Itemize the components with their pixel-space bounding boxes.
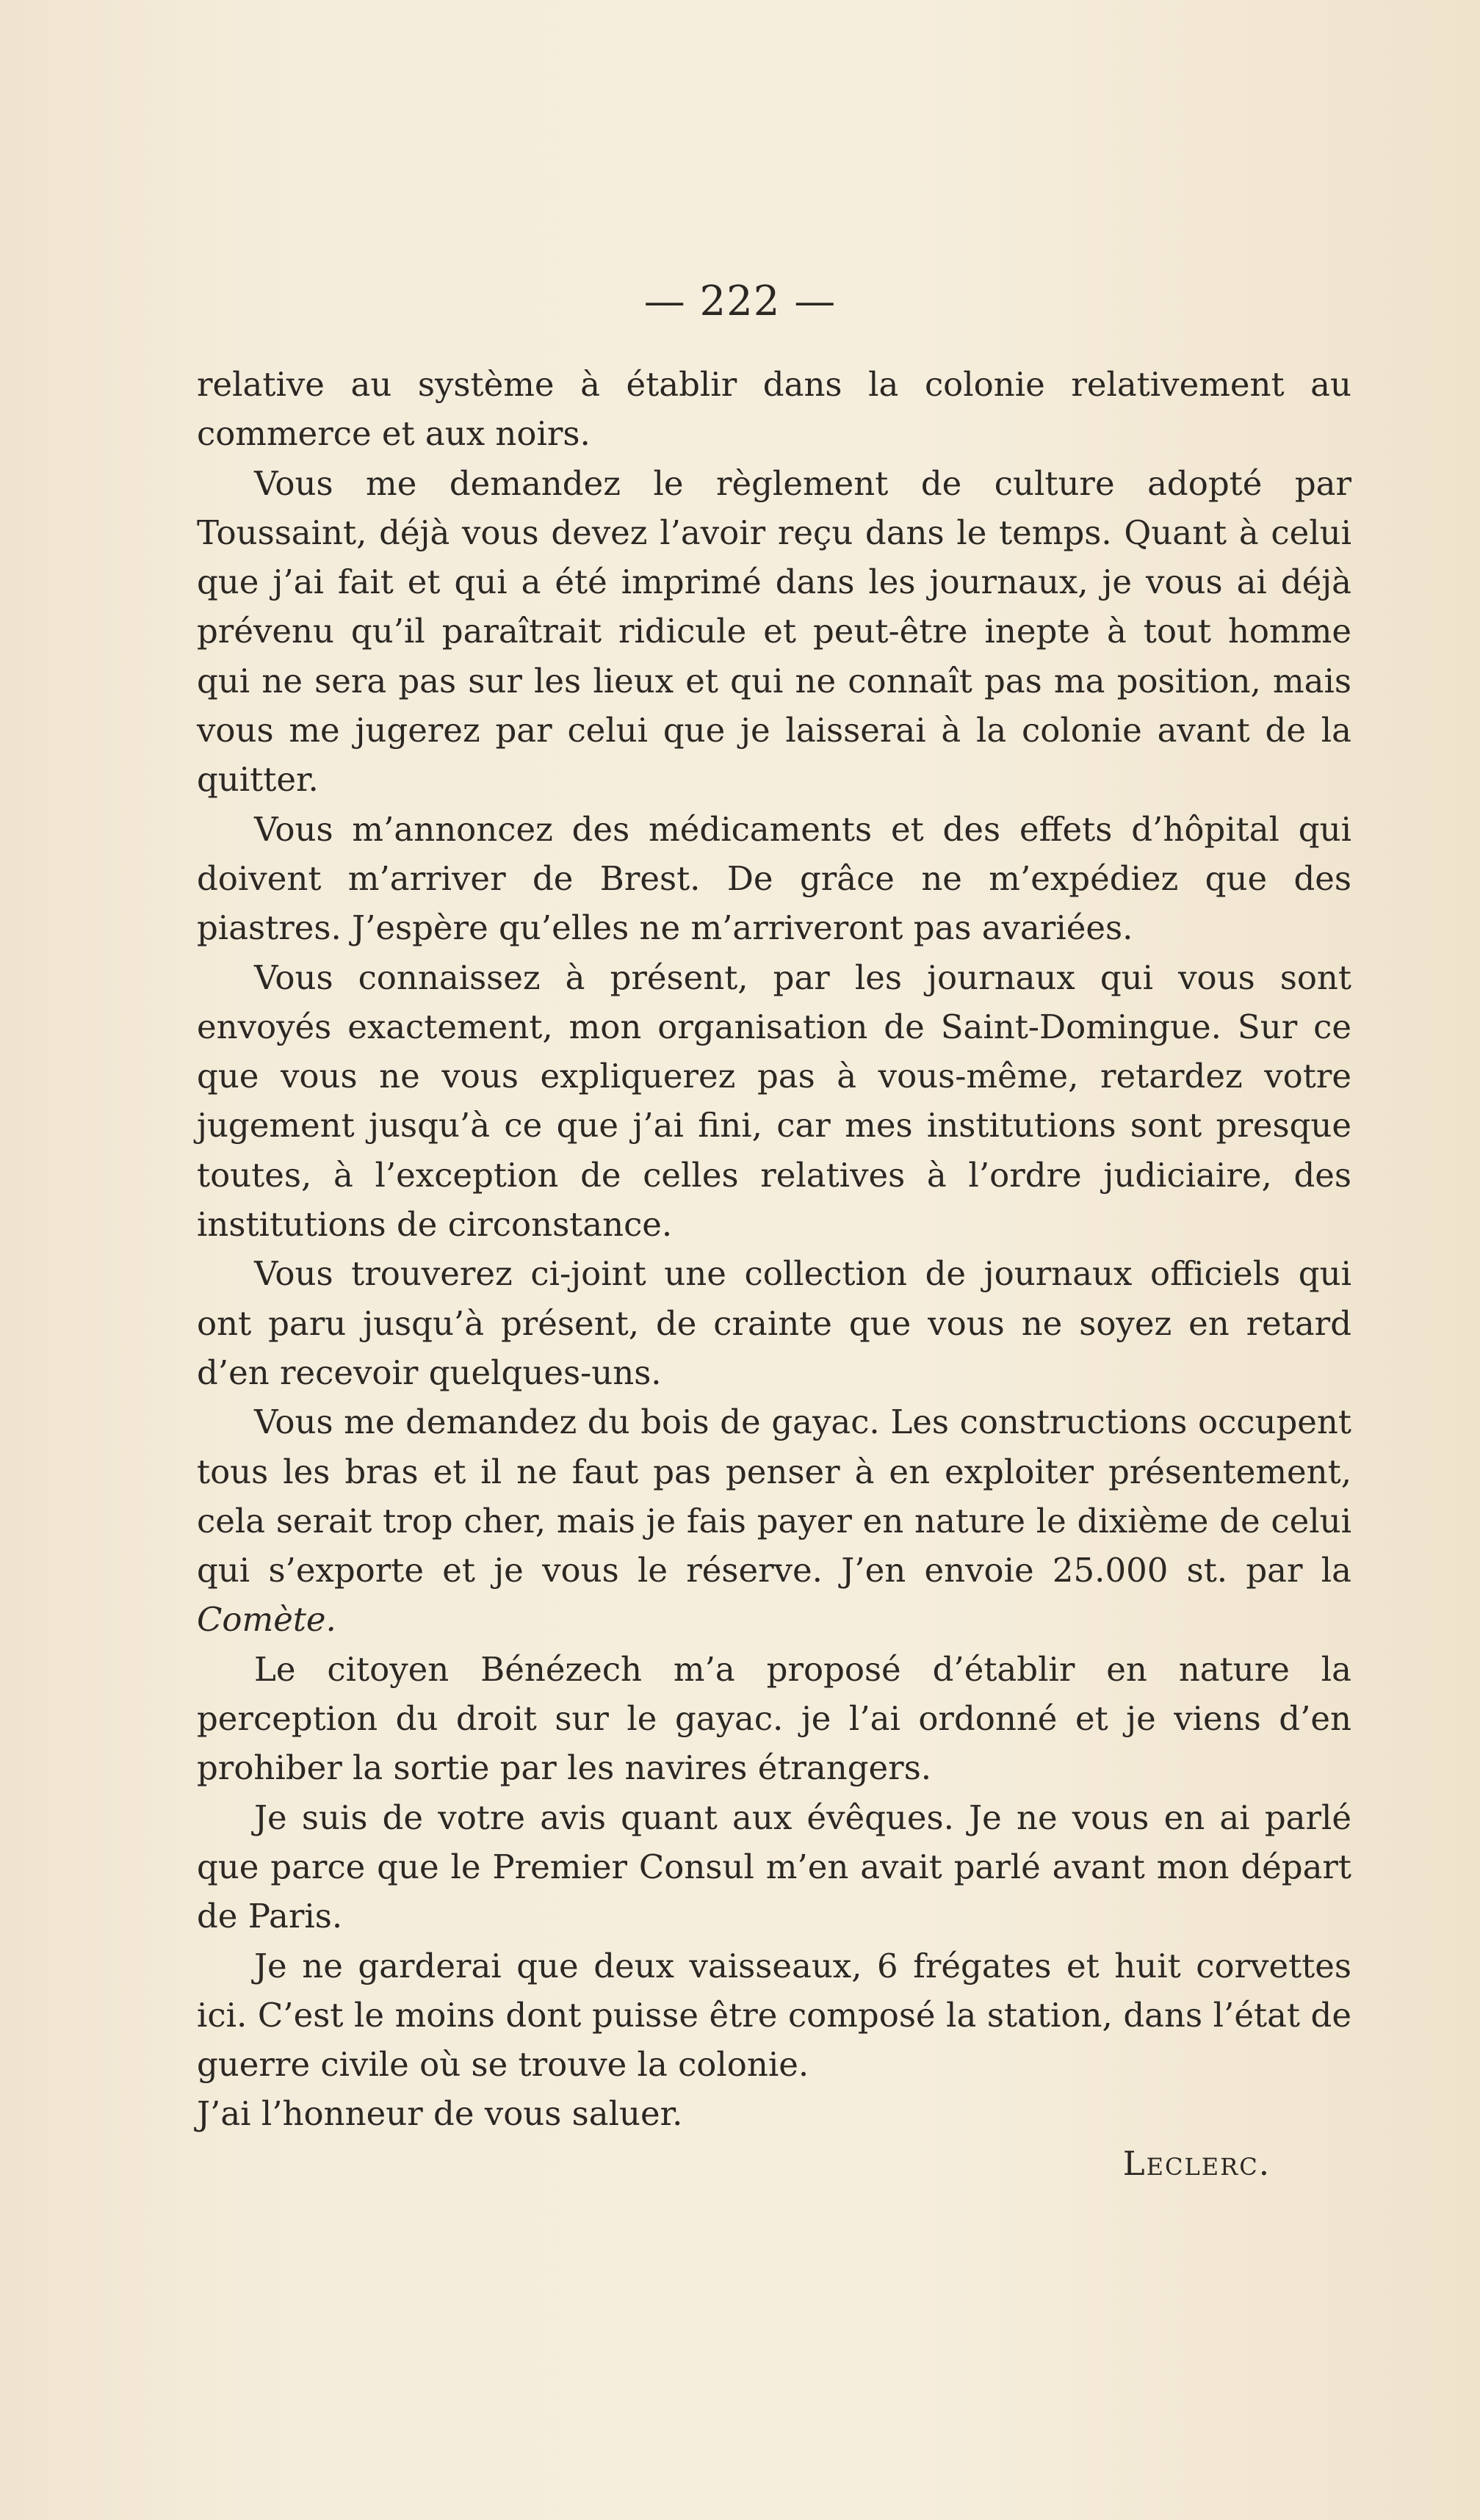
paragraph-gayac-text: Vous me demandez du bois de gayac. Les constructions occupent tous les bras et il ne faut pas penser à en exploiter présentement, cela serait trop cher, mais je fais payer en nature le dixième de celui qui s’exporte et je vous le réserve. J’en envoie 25.000 st. par la xyxy=(197,1402,1351,1590)
paragraph-culture-rules: Vous me demandez le règlement de culture adopté par Toussaint, déjà vous devez l’avoir reçu dans le temps. Quant à celui que j’ai fait et qui a été imprimé dans les journaux, je vous ai déjà prévenu qu’il paraîtrait ridicule et peut-être inepte à tout homme qui ne sera pas sur les lieux et qui ne connaît pas ma position, mais vous me jugerez par celui que je laisserai à la colonie avant de la quitter. xyxy=(197,463,1351,800)
letter-body xyxy=(197,360,1351,2188)
ship-name: Comète. xyxy=(197,1600,336,1640)
paragraph-medicines: Vous m’annoncez des médicaments et des effets d’hôpital qui doivent m’arriver de Brest. De grâce ne m’expédiez que des piastres. J’espère qu’elles ne m’arriveront pas avariées. xyxy=(197,809,1351,948)
paragraph-continuation: relative au système à établir dans la colonie relativement au commerce et aux noirs. xyxy=(197,365,1351,454)
paragraph-ships: Je ne garderai que deux vaisseaux, 6 frégates et huit corvettes ici. C’est le moins dont puisse être composé la station, dans l’état de guerre civile où se trouve la colonie. xyxy=(197,1946,1351,2085)
salutation: J’ai l’honneur de vous saluer. xyxy=(197,2094,683,2134)
paragraph-benezech: Le citoyen Bénézech m’a proposé d’établir en nature la perception du droit sur le gayac. je l’ai ordonné et je viens d’en prohiber la sortie par les navires étrangers. xyxy=(197,1649,1351,1788)
signature: Leclerc. xyxy=(1122,2143,1271,2183)
paragraph-organisation: Vous connaissez à présent, par les journaux qui vous sont envoyés exactement, mon organisation de Saint-Domingue. Sur ce que vous ne vous expliquerez pas à vous-même, retardez votre jugement jusqu’à ce que j’ai fini, car mes institutions sont presque toutes, à l’exception de celles relatives à l’ordre judiciaire, des institutions de circonstance. xyxy=(197,957,1351,1245)
paragraph-gayac-wood xyxy=(197,1397,1351,1644)
page-number: — 222 — xyxy=(643,278,837,325)
paragraph-journals: Vous trouverez ci-joint une collection de journaux officiels qui ont paru jusqu’à présent, de crainte que vous ne soyez en retard d’en recevoir quelques-uns. xyxy=(197,1254,1351,1392)
paragraph-bishops: Je suis de votre avis quant aux évêques. Je ne vous en ai parlé que parce que le Premier Consul m’en avait parlé avant mon départ de Paris. xyxy=(197,1797,1351,1936)
